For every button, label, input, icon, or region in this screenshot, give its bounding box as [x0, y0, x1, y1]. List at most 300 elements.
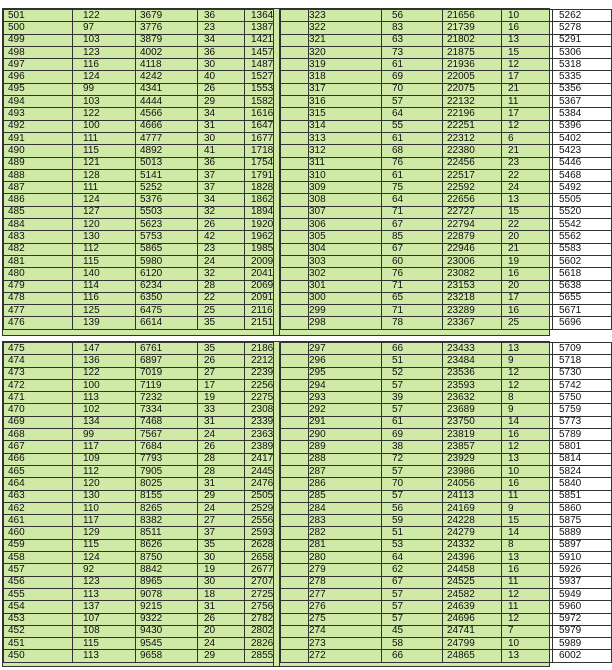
table-cell: 466 [4, 453, 73, 465]
table-row [281, 243, 612, 255]
table-cell: 303 [281, 255, 382, 267]
table-cell: 290 [281, 429, 382, 441]
table-row [4, 243, 309, 255]
table-cell: 5262 [553, 10, 612, 22]
table-cell: 469 [4, 416, 73, 428]
table-cell: 320 [281, 46, 382, 58]
table-cell: 53 [382, 539, 443, 551]
table-cell: 35 [198, 317, 245, 329]
table-row [4, 367, 309, 379]
table-cell: 16 [502, 305, 553, 317]
table-cell: 5824 [553, 465, 612, 477]
table-cell: 58 [382, 638, 443, 650]
table-row [4, 465, 309, 477]
table-cell: 499 [4, 34, 73, 46]
table-row [4, 280, 309, 292]
table-row [4, 59, 309, 71]
table-cell: 1920 [245, 219, 309, 231]
table-cell: 21 [502, 243, 553, 255]
table-cell: 17 [502, 292, 553, 304]
table-row [281, 317, 612, 329]
table-cell: 453 [4, 613, 73, 625]
table-cell: 21 [502, 83, 553, 95]
table-cell: 451 [4, 638, 73, 650]
table-cell: 42 [198, 231, 245, 243]
table-row [281, 453, 612, 465]
table-row [4, 502, 309, 514]
table-row [4, 625, 309, 637]
table-cell: 477 [4, 305, 73, 317]
table-cell: 19 [502, 255, 553, 267]
table-cell: 3679 [136, 10, 198, 22]
table-cell: 121 [73, 157, 136, 169]
table-row [281, 194, 612, 206]
table-cell: 455 [4, 588, 73, 600]
table-cell: 34 [198, 108, 245, 120]
table-cell: 2782 [245, 613, 309, 625]
table-cell: 24279 [443, 527, 502, 539]
table-cell: 57 [382, 613, 443, 625]
table-cell: 24056 [443, 478, 502, 490]
table-row [4, 219, 309, 231]
table-cell: 2239 [245, 367, 309, 379]
table-row [4, 157, 309, 169]
table-row [4, 120, 309, 132]
table-cell: 35 [198, 343, 245, 355]
table-cell: 496 [4, 71, 73, 83]
table-cell: 312 [281, 145, 382, 157]
table-cell: 19 [198, 564, 245, 576]
table-cell: 493 [4, 108, 73, 120]
table-cell: 5759 [553, 404, 612, 416]
table-cell: 289 [281, 441, 382, 453]
table-cell: 1553 [245, 83, 309, 95]
table-cell: 459 [4, 539, 73, 551]
table-cell: 2363 [245, 429, 309, 441]
table-cell: 276 [281, 601, 382, 613]
table-cell: 22727 [443, 206, 502, 218]
table-cell: 24741 [443, 625, 502, 637]
table-cell: 314 [281, 120, 382, 132]
table-cell: 116 [73, 292, 136, 304]
table-row [4, 392, 309, 404]
table-cell: 293 [281, 392, 382, 404]
table-row [281, 280, 612, 292]
table-row [281, 601, 612, 613]
table-cell: 122 [73, 10, 136, 22]
table-cell: 69 [382, 71, 443, 83]
table-cell: 24228 [443, 515, 502, 527]
table-cell: 12 [502, 441, 553, 453]
table-cell: 452 [4, 625, 73, 637]
score-table [3, 342, 309, 663]
table-cell: 1487 [245, 59, 309, 71]
table-row [4, 404, 309, 416]
table-row [281, 539, 612, 551]
table-cell: 122 [73, 108, 136, 120]
table-row [281, 182, 612, 194]
table-cell: 7334 [136, 404, 198, 416]
table-row [281, 502, 612, 514]
table-cell: 109 [73, 453, 136, 465]
table-cell: 23153 [443, 280, 502, 292]
table-cell: 100 [73, 120, 136, 132]
table-cell: 33 [198, 404, 245, 416]
table-cell: 272 [281, 650, 382, 662]
table-cell: 122 [73, 367, 136, 379]
table-cell: 14 [502, 527, 553, 539]
table-cell: 21936 [443, 59, 502, 71]
table-cell: 124 [73, 552, 136, 564]
table-row [281, 638, 612, 650]
table-cell: 8965 [136, 576, 198, 588]
table-row [4, 576, 309, 588]
table-cell: 22794 [443, 219, 502, 231]
table-cell: 24 [198, 638, 245, 650]
column-divider [273, 342, 280, 666]
table-cell: 22 [502, 219, 553, 231]
table-cell: 51 [382, 355, 443, 367]
table-cell: 5306 [553, 46, 612, 58]
table-cell: 111 [73, 182, 136, 194]
table-cell: 22656 [443, 194, 502, 206]
table-cell: 492 [4, 120, 73, 132]
table-cell: 123 [73, 46, 136, 58]
table-cell: 457 [4, 564, 73, 576]
table-cell: 13 [502, 343, 553, 355]
table-cell: 61 [382, 59, 443, 71]
table-cell: 275 [281, 613, 382, 625]
table-cell: 5980 [136, 255, 198, 267]
table-cell: 7905 [136, 465, 198, 477]
table-cell: 2855 [245, 650, 309, 662]
table-cell: 85 [382, 231, 443, 243]
table-cell: 21 [502, 145, 553, 157]
table-cell: 16 [502, 268, 553, 280]
table-cell: 52 [382, 367, 443, 379]
table-cell: 5638 [553, 280, 612, 292]
table-cell: 68 [382, 145, 443, 157]
table-cell: 1718 [245, 145, 309, 157]
table-cell: 486 [4, 194, 73, 206]
table-cell: 23218 [443, 292, 502, 304]
table-cell: 5801 [553, 441, 612, 453]
table-cell: 116 [73, 59, 136, 71]
table-cell: 72 [382, 453, 443, 465]
table-cell: 23593 [443, 379, 502, 391]
table-cell: 23006 [443, 255, 502, 267]
table-cell: 134 [73, 416, 136, 428]
table-cell: 107 [73, 613, 136, 625]
table-row [4, 305, 309, 317]
table-cell: 299 [281, 305, 382, 317]
table-cell: 11 [502, 576, 553, 588]
table-row [281, 108, 612, 120]
table-row [4, 145, 309, 157]
table-cell: 62 [382, 564, 443, 576]
table-cell: 463 [4, 490, 73, 502]
table-cell: 112 [73, 465, 136, 477]
table-cell: 23 [198, 243, 245, 255]
table-cell: 1791 [245, 169, 309, 181]
table-cell: 5013 [136, 157, 198, 169]
table-cell: 9322 [136, 613, 198, 625]
table-cell: 24 [502, 182, 553, 194]
table-cell: 64 [382, 552, 443, 564]
table-cell: 23082 [443, 268, 502, 280]
table-cell: 56 [382, 10, 443, 22]
table-cell: 2593 [245, 527, 309, 539]
table-row [281, 576, 612, 588]
table-cell: 1894 [245, 206, 309, 218]
table-row [4, 429, 309, 441]
table-cell: 21875 [443, 46, 502, 58]
table-cell: 483 [4, 231, 73, 243]
table-cell: 5252 [136, 182, 198, 194]
table-cell: 12 [502, 367, 553, 379]
table-cell: 5889 [553, 527, 612, 539]
table-cell: 115 [73, 638, 136, 650]
table-row [4, 182, 309, 194]
table-cell: 6120 [136, 268, 198, 280]
table-cell: 5384 [553, 108, 612, 120]
table-cell: 4242 [136, 71, 198, 83]
table-cell: 1364 [245, 10, 309, 22]
table-cell: 1828 [245, 182, 309, 194]
table-cell: 16 [502, 429, 553, 441]
table-cell: 473 [4, 367, 73, 379]
table-row [4, 255, 309, 267]
table-cell: 15 [502, 515, 553, 527]
table-row [281, 219, 612, 231]
table-cell: 5583 [553, 243, 612, 255]
table-cell: 25 [502, 317, 553, 329]
table-cell: 470 [4, 404, 73, 416]
table-cell: 5503 [136, 206, 198, 218]
table-cell: 6614 [136, 317, 198, 329]
table-cell: 71 [382, 206, 443, 218]
table-cell: 41 [198, 145, 245, 157]
table-cell: 67 [382, 243, 443, 255]
table-cell: 23484 [443, 355, 502, 367]
table-cell: 5937 [553, 576, 612, 588]
table-cell: 30 [198, 552, 245, 564]
table-cell: 115 [73, 255, 136, 267]
table-cell: 63 [382, 34, 443, 46]
table-cell: 67 [382, 219, 443, 231]
table-cell: 1387 [245, 22, 309, 34]
table-cell: 2529 [245, 502, 309, 514]
table-cell: 467 [4, 441, 73, 453]
table-cell: 5318 [553, 59, 612, 71]
table-cell: 21739 [443, 22, 502, 34]
table-cell: 16 [502, 564, 553, 576]
table-cell: 125 [73, 305, 136, 317]
table-cell: 474 [4, 355, 73, 367]
table-cell: 2826 [245, 638, 309, 650]
table-cell: 465 [4, 465, 73, 477]
table-cell: 24582 [443, 588, 502, 600]
table-cell: 20 [502, 231, 553, 243]
table-cell: 9 [502, 502, 553, 514]
table-cell: 280 [281, 552, 382, 564]
table-cell: 308 [281, 194, 382, 206]
table-cell: 5446 [553, 157, 612, 169]
table-cell: 5520 [553, 206, 612, 218]
table-cell: 5960 [553, 601, 612, 613]
table-row [281, 441, 612, 453]
table-cell: 76 [382, 157, 443, 169]
table-cell: 4118 [136, 59, 198, 71]
table-cell: 23929 [443, 453, 502, 465]
table-cell: 37 [198, 527, 245, 539]
table-row [281, 552, 612, 564]
table-cell: 5972 [553, 613, 612, 625]
table-row [4, 34, 309, 46]
table-row [4, 10, 309, 22]
table-cell: 17 [198, 379, 245, 391]
table-half-left [3, 342, 273, 666]
table-row [281, 355, 612, 367]
table-row [4, 231, 309, 243]
table-panel-top [2, 8, 582, 336]
table-row [281, 416, 612, 428]
table-row [4, 343, 309, 355]
table-cell: 279 [281, 564, 382, 576]
table-row [4, 206, 309, 218]
table-cell: 24169 [443, 502, 502, 514]
table-cell: 31 [198, 416, 245, 428]
table-cell: 32 [198, 268, 245, 280]
table-cell: 5840 [553, 478, 612, 490]
table-cell: 497 [4, 59, 73, 71]
table-cell: 302 [281, 268, 382, 280]
table-cell: 57 [382, 379, 443, 391]
table-cell: 15 [502, 46, 553, 58]
table-cell: 29 [198, 96, 245, 108]
table-row [281, 71, 612, 83]
table-cell: 501 [4, 10, 73, 22]
table-cell: 1862 [245, 194, 309, 206]
table-cell: 2212 [245, 355, 309, 367]
table-cell: 313 [281, 132, 382, 144]
table-cell: 23 [502, 157, 553, 169]
table-cell: 2009 [245, 255, 309, 267]
table-cell: 450 [4, 650, 73, 662]
table-cell: 34 [198, 194, 245, 206]
table-cell: 2658 [245, 552, 309, 564]
table-row [281, 255, 612, 267]
table-cell: 39 [382, 392, 443, 404]
table-cell: 5542 [553, 219, 612, 231]
table-cell: 120 [73, 219, 136, 231]
table-half-left [3, 9, 273, 335]
table-row [281, 343, 612, 355]
table-cell: 2445 [245, 465, 309, 477]
table-cell: 108 [73, 625, 136, 637]
table-cell: 123 [73, 576, 136, 588]
table-cell: 9545 [136, 638, 198, 650]
table-cell: 55 [382, 120, 443, 132]
table-cell: 22196 [443, 108, 502, 120]
table-cell: 5367 [553, 96, 612, 108]
table-cell: 117 [73, 441, 136, 453]
table-cell: 22075 [443, 83, 502, 95]
table-cell: 17 [502, 108, 553, 120]
table-row [4, 601, 309, 613]
table-cell: 479 [4, 280, 73, 292]
table-cell: 124 [73, 71, 136, 83]
table-cell: 489 [4, 157, 73, 169]
table-cell: 478 [4, 292, 73, 304]
table-cell: 2417 [245, 453, 309, 465]
table-cell: 23857 [443, 441, 502, 453]
table-cell: 29 [198, 490, 245, 502]
table-cell: 7232 [136, 392, 198, 404]
table-cell: 2116 [245, 305, 309, 317]
table-row [281, 83, 612, 95]
table-cell: 5926 [553, 564, 612, 576]
table-cell: 4002 [136, 46, 198, 58]
table-cell: 8382 [136, 515, 198, 527]
table-cell: 319 [281, 59, 382, 71]
table-cell: 481 [4, 255, 73, 267]
table-cell: 4777 [136, 132, 198, 144]
table-cell: 5492 [553, 182, 612, 194]
table-cell: 28 [198, 280, 245, 292]
table-cell: 8511 [136, 527, 198, 539]
table-cell: 310 [281, 169, 382, 181]
table-cell: 35 [198, 539, 245, 551]
table-cell: 295 [281, 367, 382, 379]
table-cell: 36 [198, 46, 245, 58]
table-row [4, 96, 309, 108]
table-row [4, 292, 309, 304]
table-cell: 31 [198, 120, 245, 132]
table-cell: 500 [4, 22, 73, 34]
table-cell: 480 [4, 268, 73, 280]
table-cell: 9 [502, 355, 553, 367]
table-cell: 462 [4, 502, 73, 514]
table-cell: 22132 [443, 96, 502, 108]
table-cell: 9078 [136, 588, 198, 600]
table-cell: 2505 [245, 490, 309, 502]
table-cell: 103 [73, 34, 136, 46]
table-cell: 22592 [443, 182, 502, 194]
table-cell: 298 [281, 317, 382, 329]
table-cell: 13 [502, 453, 553, 465]
table-cell: 117 [73, 515, 136, 527]
table-cell: 23819 [443, 429, 502, 441]
table-cell: 5949 [553, 588, 612, 600]
table-row [281, 429, 612, 441]
table-cell: 21656 [443, 10, 502, 22]
table-row [4, 83, 309, 95]
table-cell: 2186 [245, 343, 309, 355]
table-row [4, 527, 309, 539]
table-cell: 2308 [245, 404, 309, 416]
table-row [281, 625, 612, 637]
table-cell: 57 [382, 490, 443, 502]
table-cell: 8750 [136, 552, 198, 564]
table-cell: 5655 [553, 292, 612, 304]
table-cell: 113 [73, 588, 136, 600]
table-cell: 281 [281, 539, 382, 551]
table-cell: 2476 [245, 478, 309, 490]
table-cell: 5979 [553, 625, 612, 637]
table-cell: 6761 [136, 343, 198, 355]
table-cell: 26 [198, 219, 245, 231]
